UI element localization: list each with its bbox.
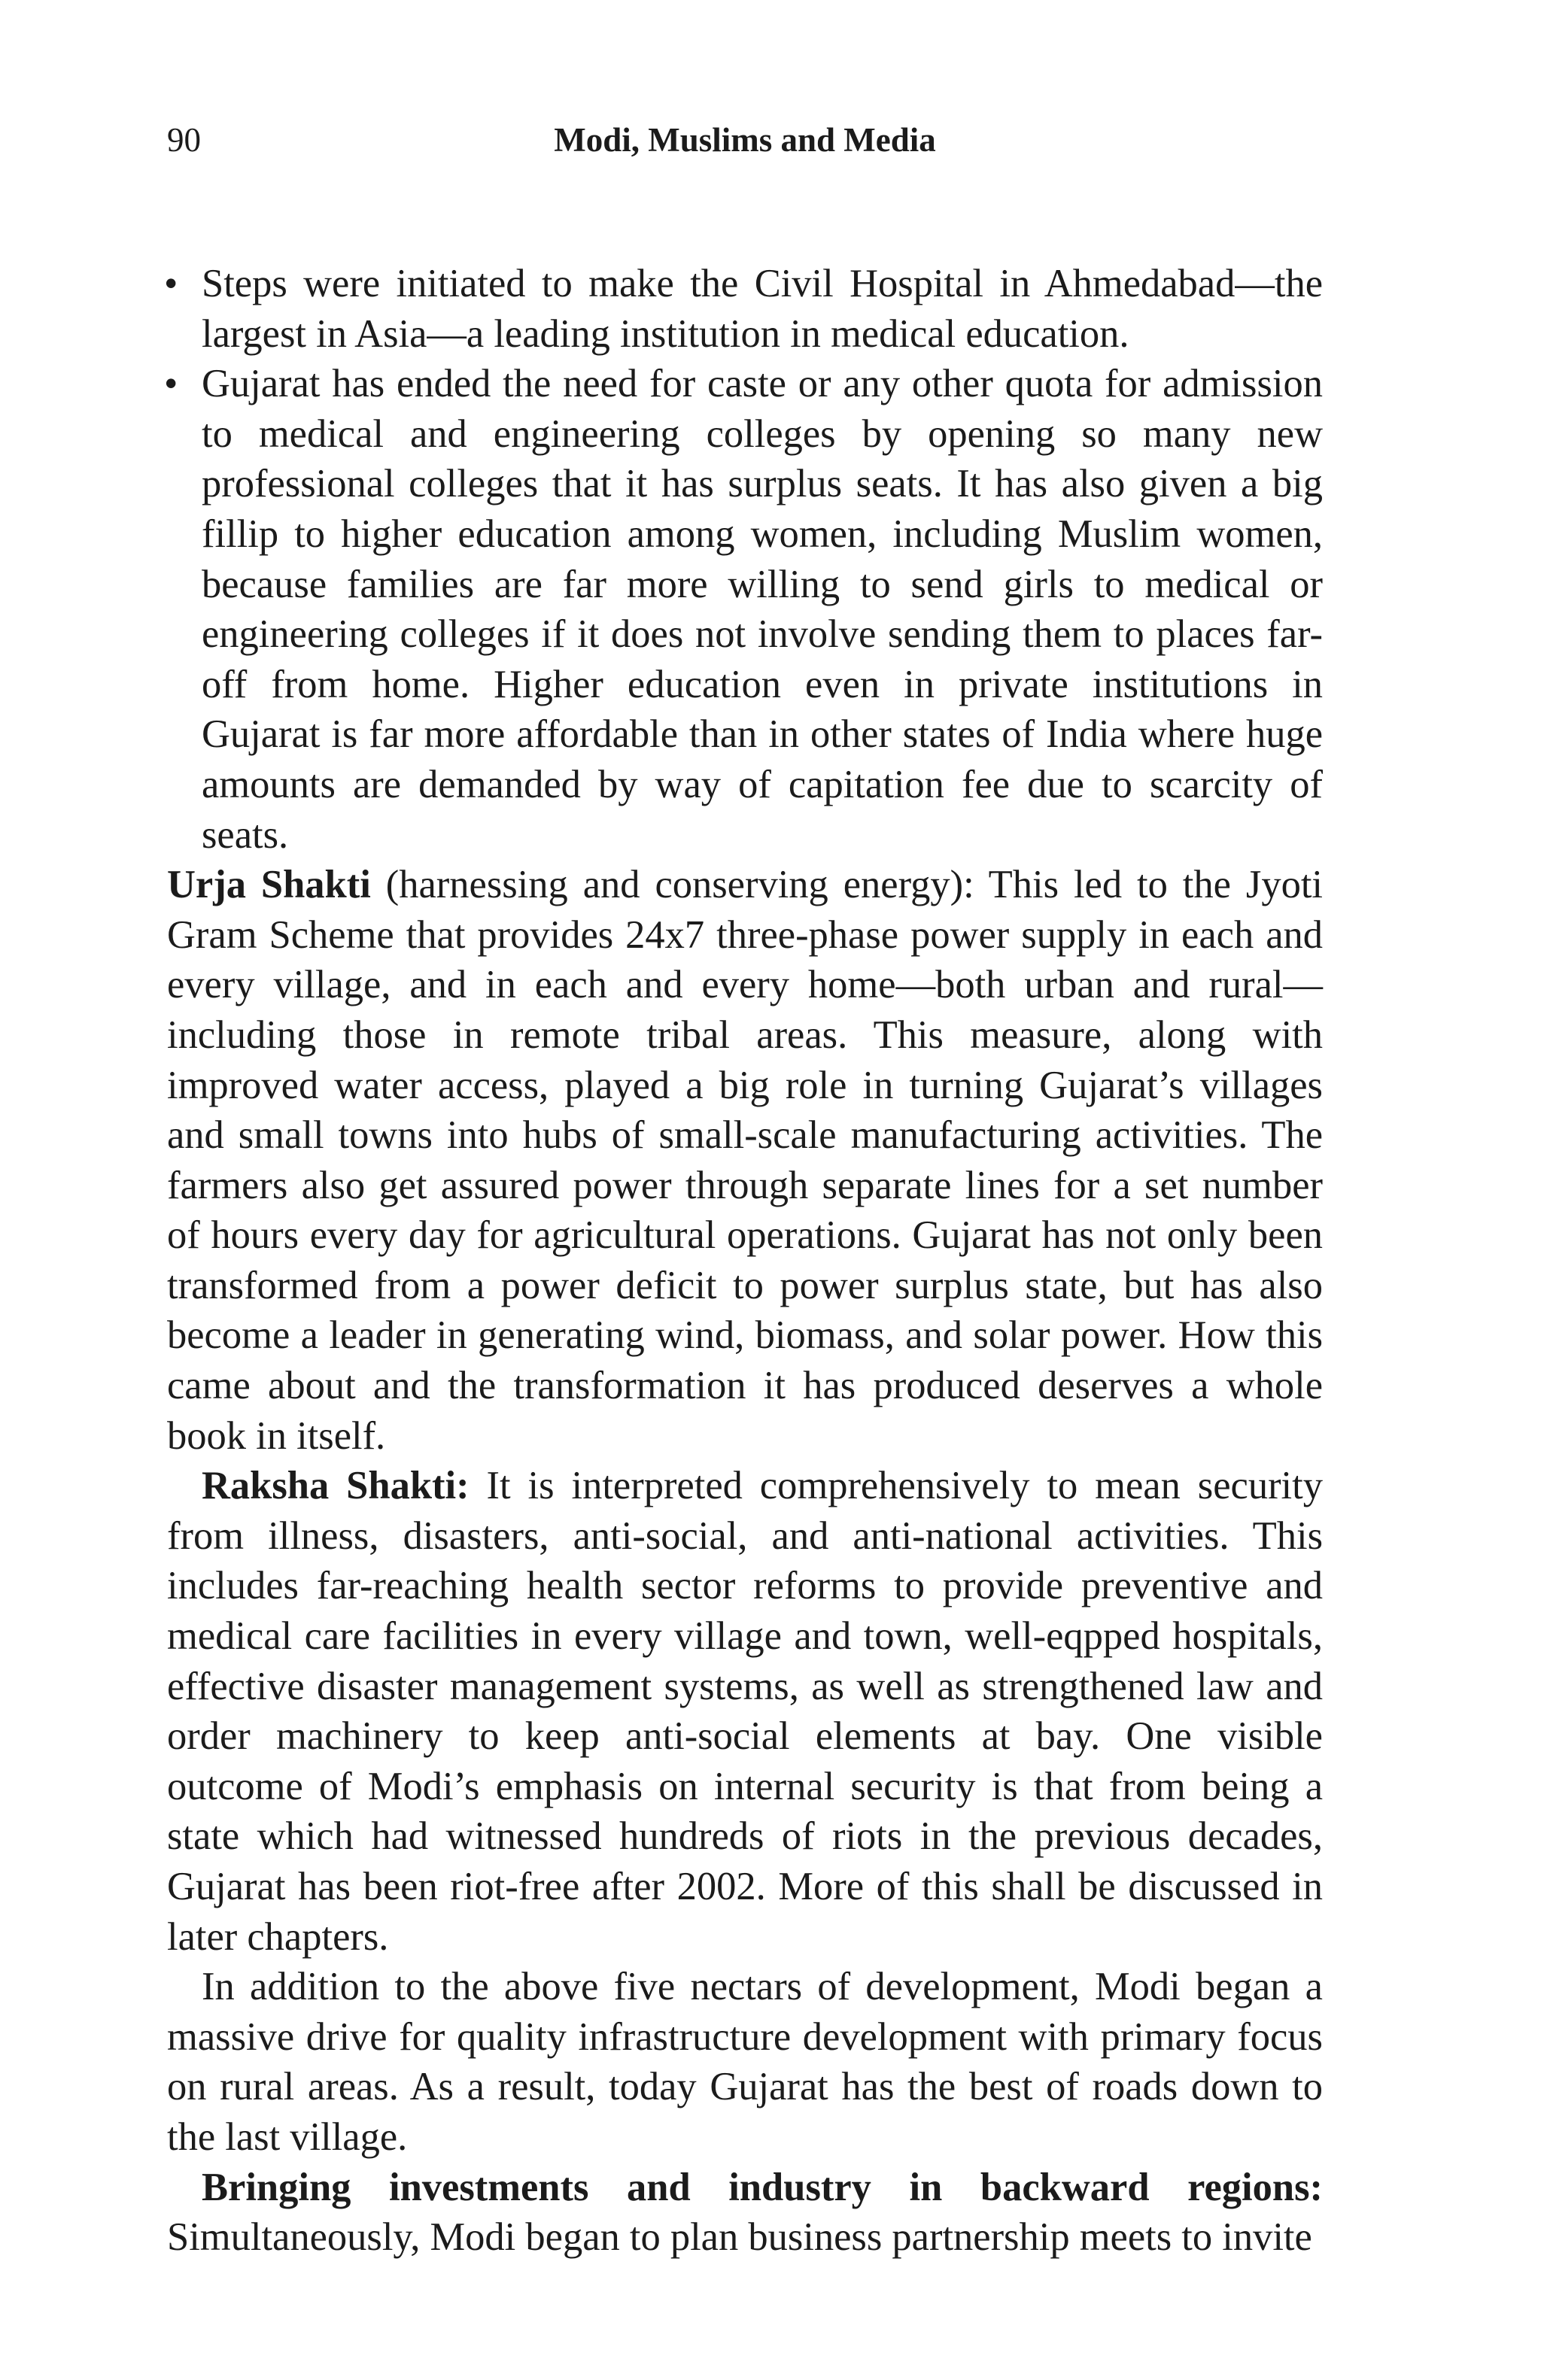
running-title: Modi, Muslims and Media — [554, 121, 936, 159]
bullet-item-quota — [164, 359, 1323, 860]
page-number: 90 — [167, 121, 201, 159]
paragraph-investments — [167, 2163, 1323, 2263]
run-in-heading: Urja Shakti — [167, 863, 371, 907]
bullet-item-civil-hospital — [164, 259, 1323, 359]
paragraph-infrastructure — [167, 1962, 1323, 2162]
paragraph-text: In addition to the above five nectars of development, Modi began a massive drive for quality infrastructure development with primary focus on rural areas. As a result, today Gujarat has the best of roads down to the last village. — [167, 1965, 1323, 2159]
run-in-heading: Raksha Shakti: — [202, 1464, 470, 1508]
bullet-text: Gujarat has ended the need for caste or any other quota for admission to medical and engineering colleges by opening so many new professional colleges that it has surplus seats. It has also given a big fillip to higher education among women, including Muslim women, because families are far more willing to send girls to medical or engineering colleges if it does not involve sending them to places far-off from home. Higher education even in private institutions in Gujarat is far more affordable than in other states of India where huge amounts are demanded by way of capitation fee due to scarcity of seats. — [202, 362, 1323, 857]
paragraph-raksha-shakti — [167, 1461, 1323, 1962]
bullet-icon: • — [164, 362, 178, 406]
bullet-icon: • — [164, 262, 178, 305]
body-text — [164, 259, 1323, 2263]
bullet-text: Steps were initiated to make the Civil Hospital in Ahmedabad—the largest in Asia—a leading institution in medical education. — [202, 262, 1323, 356]
paragraph-text: (harnessing and conserving energy): This led to the Jyoti Gram Scheme that provides 24x7 three-phase power supply in each and every village, and in each and every home—both urban and rural—including those in remote tribal areas. This measure, along with improved water access, played a big role in turning Gujarat’s villages and small towns into hubs of small-scale manufacturing activities. The farmers also get assured power through separate lines for a set number of hours every day for agricultural operations. Gujarat has not only been transformed from a power deficit to power surplus state, but has also become a leader in generating wind, biomass, and solar power. How this came about and the transformation it has produced deserves a whole book in itself. — [167, 863, 1323, 1458]
run-in-heading: Bringing investments and industry in backward regions: — [202, 2165, 1323, 2209]
paragraph-urja-shakti — [167, 860, 1323, 1461]
page-header — [167, 117, 1323, 162]
paragraph-text: Simultaneously, Modi began to plan business partnership meets to invite — [167, 2215, 1312, 2260]
paragraph-text: It is interpreted comprehensively to mean security from illness, disasters, anti-social, and anti-national activities. This includes far-reaching health sector reforms to provide preventive and medical care facilities in every village and town, well-eqpped hospitals, effective disaster management systems, as well as strengthened law and order machinery to keep anti-social elements at bay. One visible outcome of Modi’s emphasis on internal security is that from being a state which had witnessed hundreds of riots in the previous decades, Gujarat has been riot-free after 2002. More of this shall be discussed in later chapters. — [167, 1464, 1323, 1959]
bullet-list — [164, 259, 1323, 860]
